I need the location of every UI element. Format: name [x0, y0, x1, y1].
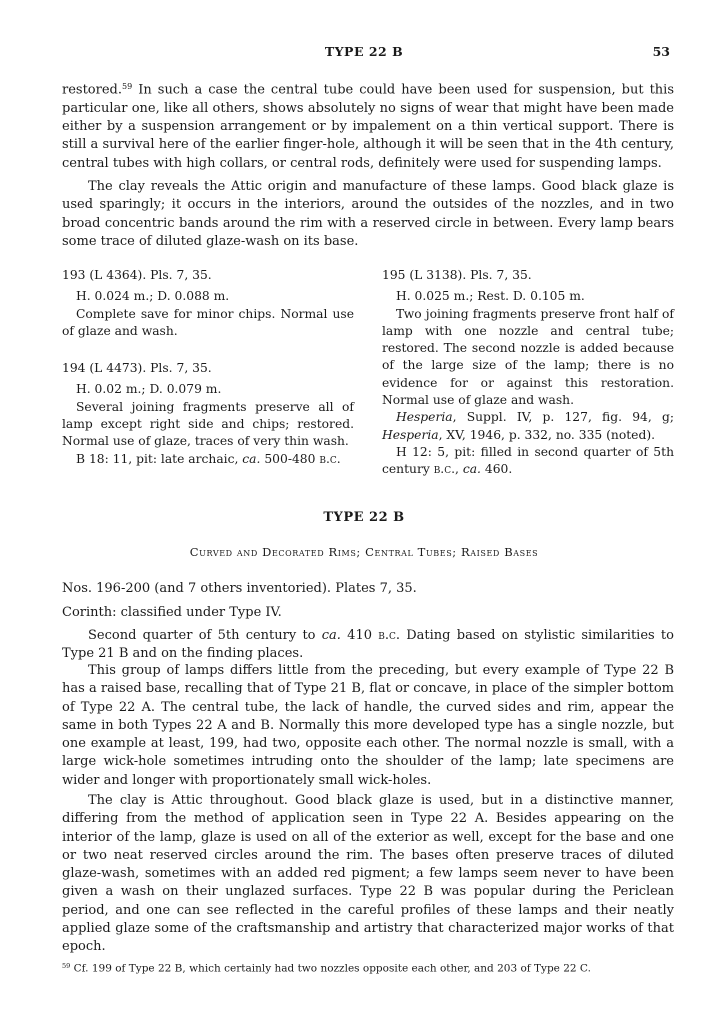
footnote-59: $^{59}$ Cf. 199 of Type 22 B, which certainly had two nozzles opposite each other, and 203 of Type 22 C. — [62, 962, 591, 975]
footnote-reference[interactable]: 59 — [122, 82, 133, 91]
entry-195-heading: 195 (L 3138). Pls. 7, 35. — [382, 268, 532, 282]
catalog-column-right — [382, 267, 674, 479]
entry-195-description: Two joining fragments preserve front half of lamp with one nozzle and central tube; restored. The second nozzle is added because of the large size of the lamp; there is no evidence for or against this restoration. Normal use of glaze and wash. — [382, 306, 674, 408]
entry-195-dimensions: H. 0.025 m.; Rest. D. 0.105 m. — [396, 289, 585, 304]
entry-194-description: Several joining fragments preserve all of lamp except right side and chips; restored. Normal use of glaze, traces of very thin wash. — [62, 399, 354, 449]
clay-glaze-paragraph: The clay is Attic throughout. Good black glaze is used, but in a distinctive manner, differing from the method of application seen in Type 22 A. Besides appearing on the interior of the lamp, glaze is used on all of the exterior as well, except for the base and one or two neat reserved circles around the rim. The bases often preserve traces of diluted glaze-wash, sometimes with an added red pigment; a few lamps seem never to have been given a wash on their unglazed surfaces. Type 22 B was popular during the Periclean period, and one can see reflected in the careful profiles of these lamps and their neatly applied glaze some of the craftsmanship and artistry that characterized major works of that epoch. — [62, 793, 674, 955]
section-title: TYPE 22 B — [323, 510, 405, 525]
description-paragraph: This group of lamps differs little from the preceding, but every example of Type 22 B has a raised base, recalling that of Type 21 B, flat or concave, in place of the simpler bottom of Type 22 A. The central tube, the lack of handle, the curved sides and rim, appear the same in both Types 22 A and B. Normally this more developed type has a single nozzle, but one example at least, 199, had two, opposite each other. The normal nozzle is small, with a large wick-hole sometimes intruding onto the shoulder of the lamp; late specimens are wider and longer with proportionately small wick-holes. — [62, 663, 674, 788]
dating-paragraph: Second quarter of 5th century to ca. 410 b.c. Dating based on stylistic similarities to Type 21 B and on the finding places. — [62, 628, 674, 662]
entry-193-dimensions: H. 0.024 m.; D. 0.088 m. — [76, 289, 230, 304]
catalog-numbers-line: Nos. 196-200 (and 7 others inventoried). Plates 7, 35. — [62, 581, 417, 596]
entry-194-dimensions: H. 0.02 m.; D. 0.079 m. — [76, 382, 222, 397]
entry-195-context: H 12: 5, pit: filled in second quarter of 5th century b.c., ca. 460. — [382, 444, 674, 477]
footnote-mark: 59 — [62, 962, 71, 970]
page-number: 53 — [652, 44, 670, 59]
intro-paragraph-1: restored.$^{59}$ In such a case the central tube could have been used for suspension, but this particular one, like all others, shows absolutely no signs of wear that might have been made either by a suspension arrangement or by impalement on a thin vertical support. There is still a survival here of the earlier finger-hole, although it will be seen that in the 4th century, central tubes with high collars, or central rods, definitely were used for suspending lamps. — [62, 82, 674, 171]
entry-195-references: Hesperia, Suppl. IV, p. 127, fig. 94, g; Hesperia, XV, 1946, p. 332, no. 335 (noted). — [382, 410, 674, 442]
intro-paragraph-2: The clay reveals the Attic origin and manufacture of these lamps. Good black glaze is used sparingly; it occurs in the interiors, around the outsides of the nozzles, and in two broad concentric bands around the rim with a reserved circle in between. Every lamp bears some trace of diluted glaze-wash on its base. — [62, 179, 674, 249]
corinth-classification: Corinth: classified under Type IV. — [62, 605, 282, 620]
entry-194-context: B 18: 11, pit: late archaic, ca. 500-480 b.c. — [76, 451, 341, 466]
entry-194-heading: 194 (L 4473). Pls. 7, 35. — [62, 361, 212, 376]
section-subtitle: Curved and Decorated Rims; Central Tubes; Raised Bases — [189, 545, 539, 559]
running-title: TYPE 22 B — [324, 44, 404, 59]
entry-193-description: Complete save for minor chips. Normal use of glaze and wash. — [62, 306, 354, 338]
catalog-column-left — [62, 267, 354, 468]
entry-193-heading: 193 (L 4364). Pls. 7, 35. — [62, 268, 212, 282]
